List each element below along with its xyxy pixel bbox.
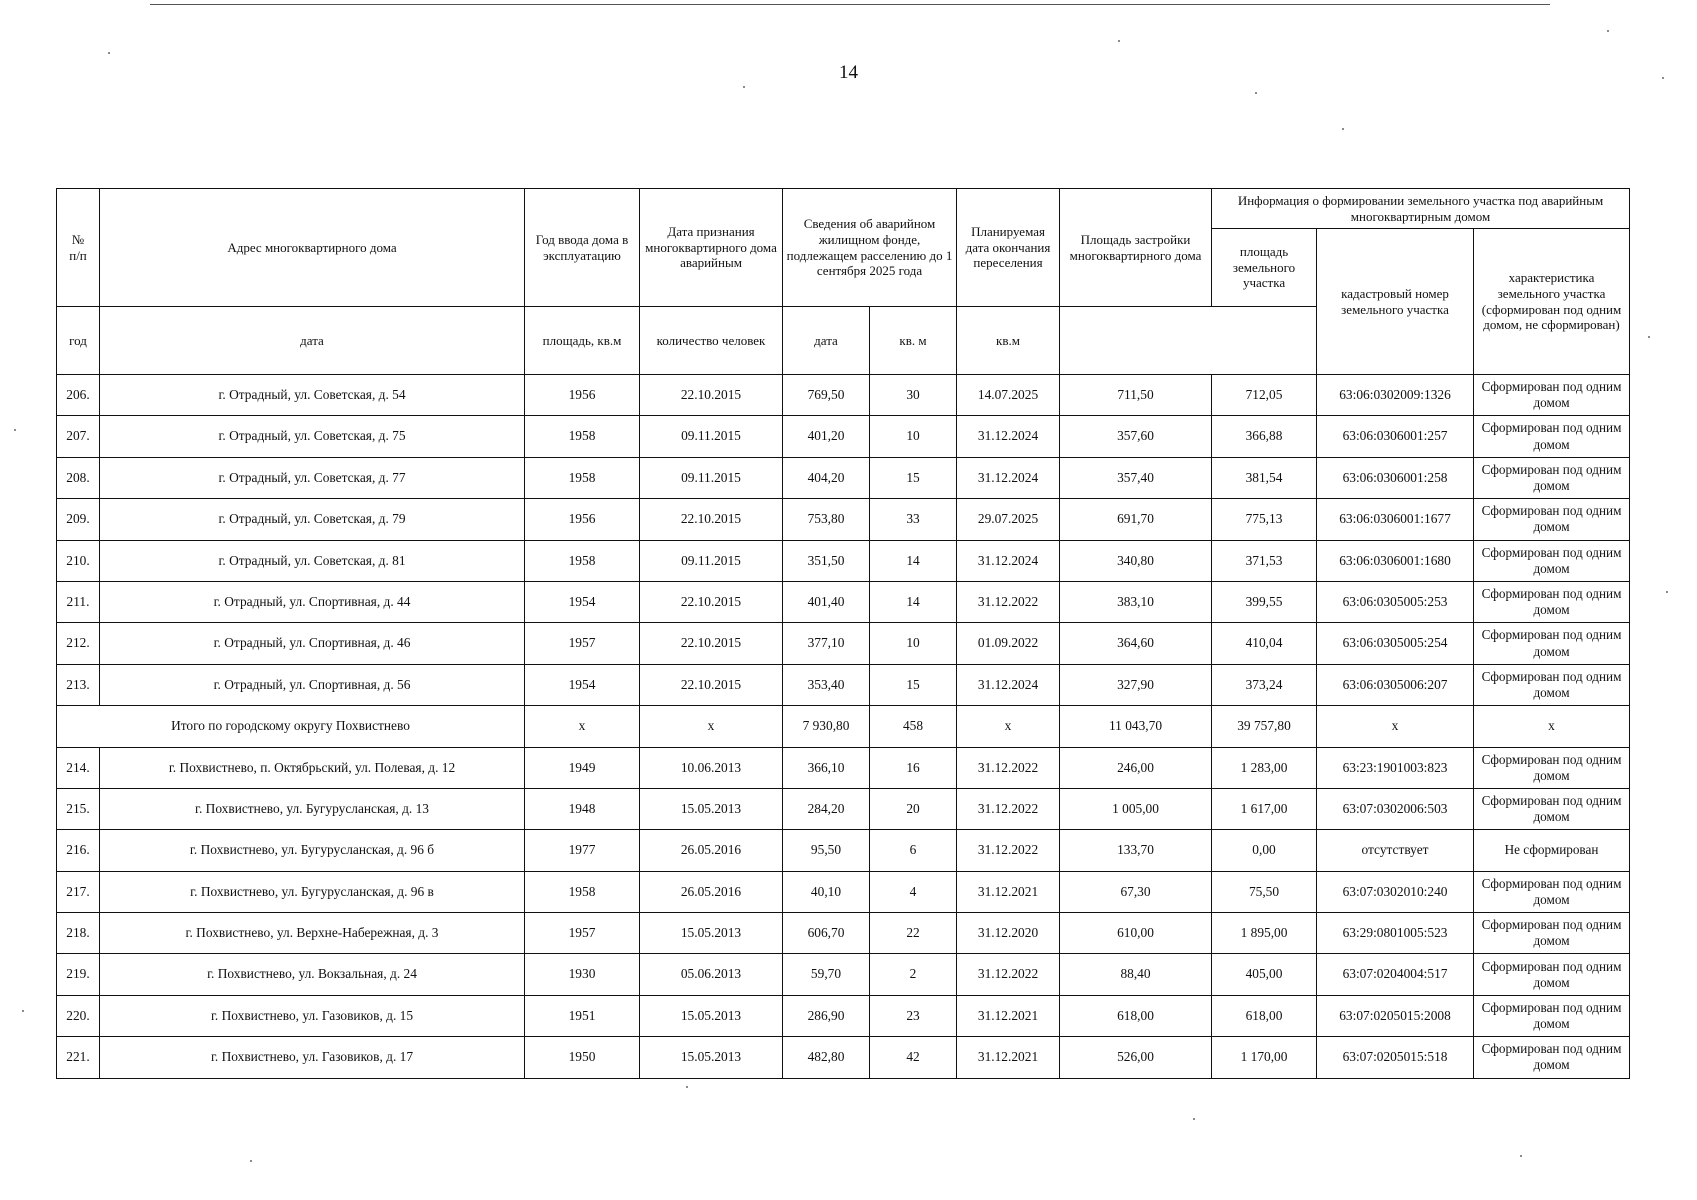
row-built-area: 691,70 <box>1060 499 1212 540</box>
row-land-char: Сформирован под одним домом <box>1474 540 1630 581</box>
unit-people: количество человек <box>640 307 783 375</box>
row-cadastral: 63:06:0306001:1677 <box>1317 499 1474 540</box>
row-year: 1954 <box>525 581 640 622</box>
row-cadastral: 63:07:0205015:518 <box>1317 1037 1474 1078</box>
header-land-char: характеристика земельного участка (сформирован под одним домом, не сформирован) <box>1474 229 1630 375</box>
table-row <box>57 913 1630 954</box>
row-date-recognized: 15.05.2013 <box>640 913 783 954</box>
row-cadastral: 63:06:0306001:1680 <box>1317 540 1474 581</box>
row-built-area: 327,90 <box>1060 664 1212 705</box>
table-total <box>57 706 1630 747</box>
row-address: г. Отрадный, ул. Советская, д. 77 <box>100 457 525 498</box>
row-date-recognized: 09.11.2015 <box>640 540 783 581</box>
row-date-recognized: 15.05.2013 <box>640 995 783 1036</box>
row-built-area: 526,00 <box>1060 1037 1212 1078</box>
row-cadastral: 63:06:0305006:207 <box>1317 664 1474 705</box>
table-row <box>57 375 1630 416</box>
row-date-recognized: 22.10.2015 <box>640 499 783 540</box>
row-built-area: 357,40 <box>1060 457 1212 498</box>
unit-date: дата <box>100 307 525 375</box>
table-row <box>57 995 1630 1036</box>
row-land-area: 1 283,00 <box>1212 747 1317 788</box>
table-row <box>57 871 1630 912</box>
header-emergency-info: Сведения об аварийном жилищном фонде, подлежащем расселению до 1 сентября 2025 года <box>783 189 957 307</box>
row-built-area: 133,70 <box>1060 830 1212 871</box>
row-address: г. Отрадный, ул. Советская, д. 54 <box>100 375 525 416</box>
row-cadastral: 63:06:0302009:1326 <box>1317 375 1474 416</box>
row-people: 10 <box>870 416 957 457</box>
row-area: 606,70 <box>783 913 870 954</box>
header-land-info: Информация о формировании земельного участка под аварийным многоквартирным домом <box>1212 189 1630 229</box>
row-year: 1954 <box>525 664 640 705</box>
row-planned-date: 29.07.2025 <box>957 499 1060 540</box>
row-year: 1958 <box>525 871 640 912</box>
row-cadastral: 63:06:0306001:258 <box>1317 457 1474 498</box>
row-planned-date: 31.12.2021 <box>957 995 1060 1036</box>
row-cadastral: 63:06:0305005:253 <box>1317 581 1474 622</box>
row-built-area: 340,80 <box>1060 540 1212 581</box>
table-row <box>57 581 1630 622</box>
row-date-recognized: 15.05.2013 <box>640 1037 783 1078</box>
row-built-area: 88,40 <box>1060 954 1212 995</box>
top-rule <box>150 4 1550 5</box>
row-address: г. Отрадный, ул. Советская, д. 75 <box>100 416 525 457</box>
row-year: 1930 <box>525 954 640 995</box>
total-row <box>57 706 1630 747</box>
row-area: 59,70 <box>783 954 870 995</box>
row-built-area: 383,10 <box>1060 581 1212 622</box>
row-date-recognized: 22.10.2015 <box>640 623 783 664</box>
table-row <box>57 954 1630 995</box>
row-year: 1958 <box>525 540 640 581</box>
table-row <box>57 457 1630 498</box>
row-land-char: Сформирован под одним домом <box>1474 499 1630 540</box>
row-land-area: 1 617,00 <box>1212 788 1317 829</box>
unit-planned: дата <box>783 307 870 375</box>
row-number: 213. <box>57 664 100 705</box>
header-cadastral: кадастровый номер земельного участка <box>1317 229 1474 375</box>
row-land-area: 75,50 <box>1212 871 1317 912</box>
row-number: 210. <box>57 540 100 581</box>
row-cadastral: 63:07:0302006:503 <box>1317 788 1474 829</box>
row-number: 217. <box>57 871 100 912</box>
row-people: 14 <box>870 540 957 581</box>
row-land-area: 381,54 <box>1212 457 1317 498</box>
row-number: 220. <box>57 995 100 1036</box>
table-row <box>57 788 1630 829</box>
row-people: 22 <box>870 913 957 954</box>
table-body-otradny <box>57 375 1630 706</box>
row-planned-date: 31.12.2024 <box>957 457 1060 498</box>
row-planned-date: 31.12.2022 <box>957 581 1060 622</box>
row-cadastral: 63:06:0305005:254 <box>1317 623 1474 664</box>
total-label: Итого по городскому округу Похвистнево <box>57 706 525 747</box>
row-address: г. Похвистнево, ул. Бугурусланская, д. 13 <box>100 788 525 829</box>
row-people: 2 <box>870 954 957 995</box>
row-area: 753,80 <box>783 499 870 540</box>
row-date-recognized: 09.11.2015 <box>640 416 783 457</box>
row-year: 1956 <box>525 499 640 540</box>
row-planned-date: 31.12.2024 <box>957 416 1060 457</box>
table-row <box>57 499 1630 540</box>
unit-land: кв.м <box>957 307 1060 375</box>
row-people: 6 <box>870 830 957 871</box>
row-number: 208. <box>57 457 100 498</box>
row-land-char: Сформирован под одним домом <box>1474 871 1630 912</box>
row-number: 206. <box>57 375 100 416</box>
row-cadastral: 63:23:1901003:823 <box>1317 747 1474 788</box>
row-area: 377,10 <box>783 623 870 664</box>
row-number: 211. <box>57 581 100 622</box>
row-year: 1958 <box>525 457 640 498</box>
row-land-char: Сформирован под одним домом <box>1474 1037 1630 1078</box>
total-built: 11 043,70 <box>1060 706 1212 747</box>
row-area: 286,90 <box>783 995 870 1036</box>
row-date-recognized: 09.11.2015 <box>640 457 783 498</box>
row-number: 207. <box>57 416 100 457</box>
unit-area: площадь, кв.м <box>525 307 640 375</box>
row-address: г. Отрадный, ул. Спортивная, д. 44 <box>100 581 525 622</box>
row-people: 42 <box>870 1037 957 1078</box>
row-people: 15 <box>870 457 957 498</box>
row-cadastral: 63:29:0801005:523 <box>1317 913 1474 954</box>
row-built-area: 67,30 <box>1060 871 1212 912</box>
row-year: 1977 <box>525 830 640 871</box>
row-land-area: 405,00 <box>1212 954 1317 995</box>
row-address: г. Похвистнево, ул. Бугурусланская, д. 96 в <box>100 871 525 912</box>
header-date-recognized: Дата признания многоквартирного дома аварийным <box>640 189 783 307</box>
row-address: г. Отрадный, ул. Советская, д. 81 <box>100 540 525 581</box>
row-planned-date: 31.12.2022 <box>957 954 1060 995</box>
row-land-area: 371,53 <box>1212 540 1317 581</box>
row-land-area: 0,00 <box>1212 830 1317 871</box>
row-number: 218. <box>57 913 100 954</box>
row-land-char: Сформирован под одним домом <box>1474 457 1630 498</box>
table-row <box>57 416 1630 457</box>
row-land-area: 399,55 <box>1212 581 1317 622</box>
row-date-recognized: 10.06.2013 <box>640 747 783 788</box>
row-land-char: Сформирован под одним домом <box>1474 913 1630 954</box>
row-planned-date: 14.07.2025 <box>957 375 1060 416</box>
row-date-recognized: 26.05.2016 <box>640 871 783 912</box>
row-people: 16 <box>870 747 957 788</box>
row-land-area: 618,00 <box>1212 995 1317 1036</box>
header-year-built: Год ввода дома в эксплуатацию <box>525 189 640 307</box>
table-row <box>57 1037 1630 1078</box>
row-year: 1950 <box>525 1037 640 1078</box>
row-cadastral: 63:07:0302010:240 <box>1317 871 1474 912</box>
row-area: 95,50 <box>783 830 870 871</box>
row-built-area: 364,60 <box>1060 623 1212 664</box>
row-area: 769,50 <box>783 375 870 416</box>
row-number: 209. <box>57 499 100 540</box>
row-people: 4 <box>870 871 957 912</box>
row-land-char: Сформирован под одним домом <box>1474 581 1630 622</box>
row-address: г. Похвистнево, п. Октябрьский, ул. Полевая, д. 12 <box>100 747 525 788</box>
total-char: x <box>1474 706 1630 747</box>
row-land-char: Сформирован под одним домом <box>1474 416 1630 457</box>
row-address: г. Отрадный, ул. Советская, д. 79 <box>100 499 525 540</box>
table-row <box>57 664 1630 705</box>
total-land: 39 757,80 <box>1212 706 1317 747</box>
row-area: 40,10 <box>783 871 870 912</box>
unit-year: год <box>57 307 100 375</box>
row-built-area: 357,60 <box>1060 416 1212 457</box>
header-planned-date: Планируемая дата окончания переселения <box>957 189 1060 307</box>
row-land-char: Сформирован под одним домом <box>1474 954 1630 995</box>
total-area: 7 930,80 <box>783 706 870 747</box>
header-num <box>57 189 100 307</box>
row-planned-date: 31.12.2022 <box>957 830 1060 871</box>
row-planned-date: 31.12.2024 <box>957 664 1060 705</box>
row-address: г. Похвистнево, ул. Верхне-Набережная, д. 3 <box>100 913 525 954</box>
row-year: 1951 <box>525 995 640 1036</box>
row-land-char: Сформирован под одним домом <box>1474 788 1630 829</box>
row-planned-date: 31.12.2022 <box>957 788 1060 829</box>
row-date-recognized: 15.05.2013 <box>640 788 783 829</box>
row-planned-date: 31.12.2021 <box>957 1037 1060 1078</box>
table-row <box>57 540 1630 581</box>
row-planned-date: 31.12.2020 <box>957 913 1060 954</box>
row-address: г. Похвистнево, ул. Газовиков, д. 17 <box>100 1037 525 1078</box>
row-area: 482,80 <box>783 1037 870 1078</box>
row-year: 1949 <box>525 747 640 788</box>
row-area: 404,20 <box>783 457 870 498</box>
row-number: 221. <box>57 1037 100 1078</box>
row-area: 366,10 <box>783 747 870 788</box>
row-people: 33 <box>870 499 957 540</box>
total-year: x <box>525 706 640 747</box>
row-date-recognized: 22.10.2015 <box>640 664 783 705</box>
row-people: 23 <box>870 995 957 1036</box>
row-cadastral: отсутствует <box>1317 830 1474 871</box>
header-address: Адрес многоквартирного дома <box>100 189 525 307</box>
table-row <box>57 830 1630 871</box>
row-land-area: 775,13 <box>1212 499 1317 540</box>
row-address: г. Похвистнево, ул. Бугурусланская, д. 96 б <box>100 830 525 871</box>
total-cadastral: x <box>1317 706 1474 747</box>
row-land-area: 410,04 <box>1212 623 1317 664</box>
row-land-char: Сформирован под одним домом <box>1474 747 1630 788</box>
row-people: 15 <box>870 664 957 705</box>
row-year: 1948 <box>525 788 640 829</box>
row-number: 214. <box>57 747 100 788</box>
header-num-label: № п/п <box>69 231 87 263</box>
row-address: г. Похвистнево, ул. Газовиков, д. 15 <box>100 995 525 1036</box>
row-number: 216. <box>57 830 100 871</box>
total-people: 458 <box>870 706 957 747</box>
row-number: 219. <box>57 954 100 995</box>
row-cadastral: 63:07:0205015:2008 <box>1317 995 1474 1036</box>
row-land-char: Сформирован под одним домом <box>1474 664 1630 705</box>
row-land-char: Сформирован под одним домом <box>1474 375 1630 416</box>
table-body-pokhvistnevo <box>57 747 1630 1078</box>
row-land-area: 366,88 <box>1212 416 1317 457</box>
row-planned-date: 31.12.2024 <box>957 540 1060 581</box>
row-date-recognized: 26.05.2016 <box>640 830 783 871</box>
row-built-area: 610,00 <box>1060 913 1212 954</box>
row-cadastral: 63:06:0306001:257 <box>1317 416 1474 457</box>
row-people: 30 <box>870 375 957 416</box>
row-year: 1956 <box>525 375 640 416</box>
unit-built: кв. м <box>870 307 957 375</box>
row-number: 215. <box>57 788 100 829</box>
row-planned-date: 01.09.2022 <box>957 623 1060 664</box>
row-built-area: 1 005,00 <box>1060 788 1212 829</box>
row-land-area: 373,24 <box>1212 664 1317 705</box>
row-cadastral: 63:07:0204004:517 <box>1317 954 1474 995</box>
row-land-area: 1 895,00 <box>1212 913 1317 954</box>
row-people: 20 <box>870 788 957 829</box>
row-built-area: 711,50 <box>1060 375 1212 416</box>
total-planned: x <box>957 706 1060 747</box>
header-land-area: площадь земельного участка <box>1212 229 1317 307</box>
header-built-area: Площадь застройки многоквартирного дома <box>1060 189 1212 307</box>
row-planned-date: 31.12.2021 <box>957 871 1060 912</box>
row-date-recognized: 05.06.2013 <box>640 954 783 995</box>
row-area: 401,40 <box>783 581 870 622</box>
row-planned-date: 31.12.2022 <box>957 747 1060 788</box>
page-number: 14 <box>839 62 858 83</box>
row-year: 1957 <box>525 913 640 954</box>
row-year: 1958 <box>525 416 640 457</box>
housing-registry-table <box>56 188 1630 1079</box>
row-address: г. Похвистнево, ул. Вокзальная, д. 24 <box>100 954 525 995</box>
row-area: 401,20 <box>783 416 870 457</box>
row-land-char: Сформирован под одним домом <box>1474 995 1630 1036</box>
row-address: г. Отрадный, ул. Спортивная, д. 46 <box>100 623 525 664</box>
row-number: 212. <box>57 623 100 664</box>
row-land-char: Сформирован под одним домом <box>1474 623 1630 664</box>
row-built-area: 618,00 <box>1060 995 1212 1036</box>
row-date-recognized: 22.10.2015 <box>640 581 783 622</box>
row-land-char: Не сформирован <box>1474 830 1630 871</box>
row-land-area: 1 170,00 <box>1212 1037 1317 1078</box>
row-area: 284,20 <box>783 788 870 829</box>
row-land-area: 712,05 <box>1212 375 1317 416</box>
row-people: 10 <box>870 623 957 664</box>
table-row <box>57 623 1630 664</box>
row-date-recognized: 22.10.2015 <box>640 375 783 416</box>
row-people: 14 <box>870 581 957 622</box>
row-year: 1957 <box>525 623 640 664</box>
row-address: г. Отрадный, ул. Спортивная, д. 56 <box>100 664 525 705</box>
total-date: x <box>640 706 783 747</box>
row-built-area: 246,00 <box>1060 747 1212 788</box>
table-header <box>57 189 1630 375</box>
row-area: 353,40 <box>783 664 870 705</box>
table-row <box>57 747 1630 788</box>
row-area: 351,50 <box>783 540 870 581</box>
